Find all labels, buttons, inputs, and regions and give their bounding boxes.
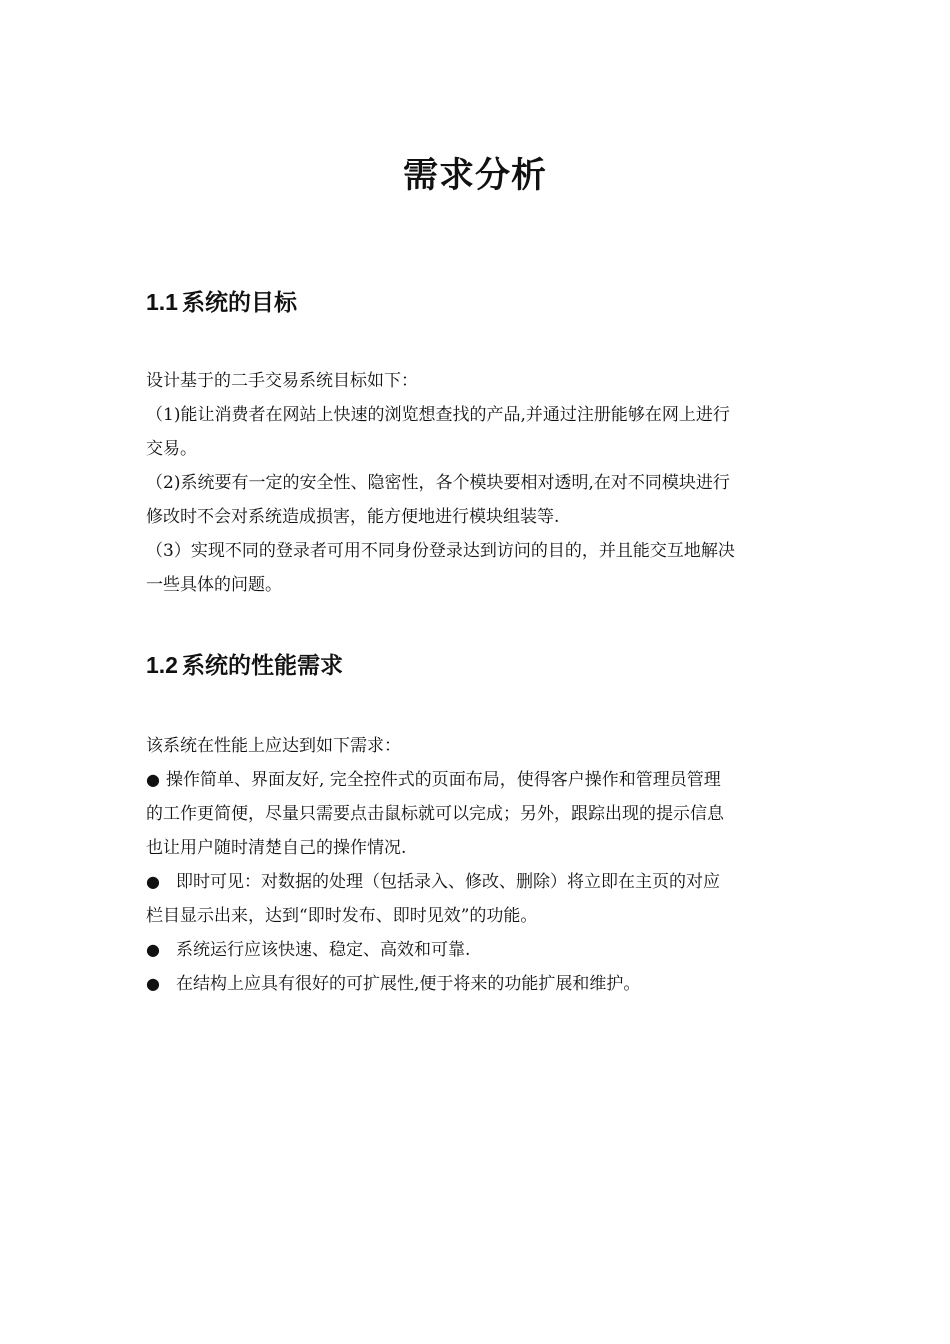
- paragraph-line: （2)系统要有一定的安全性、隐密性，各个模块要相对透明,在对不同模块进行: [146, 473, 730, 493]
- section-number: 1.1: [146, 289, 178, 315]
- section-1-1-body: [146, 364, 808, 602]
- paragraph-line: （1)能让消费者在网站上快速的浏览想查找的产品,并通过注册能够在网上进行: [146, 405, 730, 425]
- section-heading-text: 系统的性能需求: [181, 653, 343, 679]
- bullet-item: ● 操作简单、界面友好, 完全控件式的页面布局，使得客户操作和管理员管理: [146, 763, 808, 797]
- bullet-dot-icon: ●: [146, 872, 160, 891]
- section-intro: 设计基于的二手交易系统目标如下：: [146, 371, 418, 391]
- paragraph-line: 一些具体的问题。: [146, 575, 282, 595]
- bullet-dot-icon: ●: [146, 974, 160, 993]
- section-heading-1-1: [146, 285, 297, 320]
- bullet-continuation: 的工作更简便，尽量只需要点击鼠标就可以完成；另外，跟踪出现的提示信息: [146, 804, 724, 824]
- bullet-item: ● 系统运行应该快速、稳定、高效和可靠.: [146, 933, 808, 967]
- section-heading-text: 系统的目标: [181, 290, 297, 316]
- document-title: 需求分析: [402, 156, 547, 196]
- section-1-2-body: [146, 729, 808, 1001]
- bullet-item: ● 即时可见：对数据的处理（包括录入、修改、删除）将立即在主页的对应: [146, 865, 808, 899]
- section-number: 1.2: [146, 652, 178, 678]
- section-intro: 该系统在性能上应达到如下需求：: [146, 736, 401, 756]
- bullet-continuation: 栏目显示出来，达到“即时发布、即时见效”的功能。: [146, 906, 538, 926]
- bullet-dot-icon: ●: [146, 770, 160, 789]
- section-heading-1-2: [146, 648, 343, 683]
- bullet-continuation: 也让用户随时清楚自己的操作情况.: [146, 838, 407, 858]
- paragraph-line: （3）实现不同的登录者可用不同身份登录达到访问的目的，并且能交互地解决: [146, 541, 735, 561]
- paragraph-line: 交易。: [146, 439, 197, 459]
- bullet-item: ● 在结构上应具有很好的可扩展性,便于将来的功能扩展和维护。: [146, 967, 808, 1001]
- bullet-dot-icon: ●: [146, 940, 160, 959]
- paragraph-line: 修改时不会对系统造成损害，能方便地进行模块组装等.: [146, 507, 560, 527]
